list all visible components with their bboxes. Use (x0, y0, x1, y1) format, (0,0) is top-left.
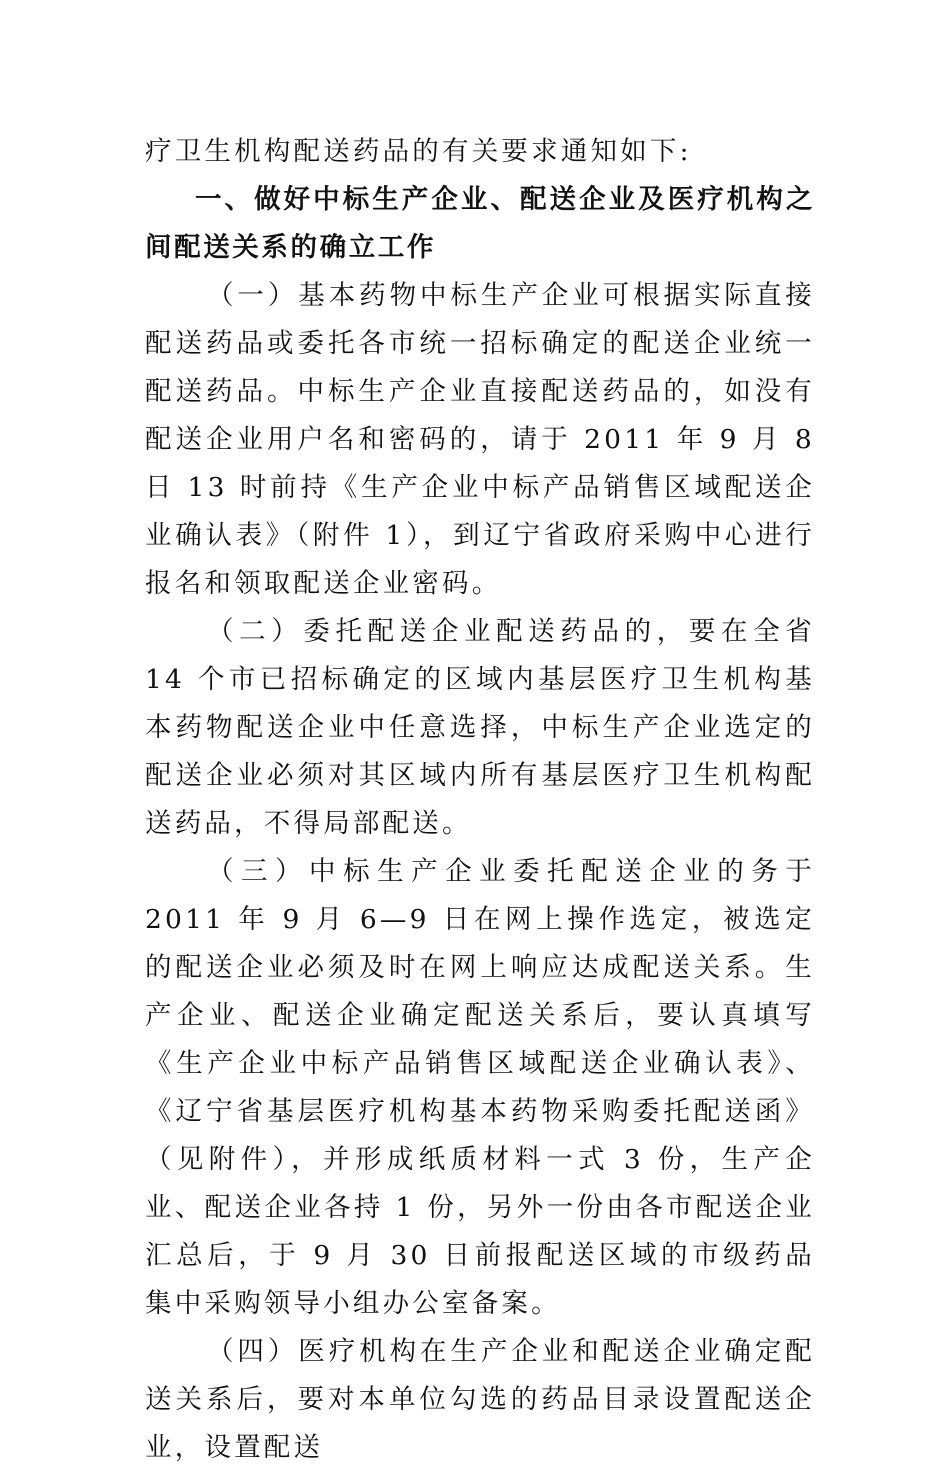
paragraph-item-3: （三）中标生产企业委托配送企业的务于 2011 年 9 月 6—9 日在网上操作选定，被选定的配送企业必须及时在网上响应达成配送关系。生产企业、配送企业确定配送关系后，要认真填写《生产企业中标产品销售区域配送企业确认表》、《辽宁省基层医疗机构基本药物采购委托配送函》（见附件），并形成纸质材料一式 3 份，生产企业、配送企业各持 1 份，另外一份由各市配送企业汇总后，于 9 月 30 日前报配送区域的市级药品集中采购领导小组办公室备案。 (145, 856, 815, 1319)
paragraph-continuation: 疗卫生机构配送药品的有关要求通知如下: (145, 136, 692, 167)
paragraph-item-4: （四）医疗机构在生产企业和配送企业确定配送关系后，要对本单位勾选的药品目录设置配送企业，设置配送 (145, 1336, 815, 1463)
paragraph-item-2: （二）委托配送企业配送药品的，要在全省 14 个市已招标确定的区域内基层医疗卫生机构基本药物配送企业中任意选择，中标生产企业选定的配送企业必须对其区域内所有基层医疗卫生机构配送药品，不得局部配送。 (145, 616, 815, 839)
paragraph-item-1: （一）基本药物中标生产企业可根据实际直接配送药品或委托各市统一招标确定的配送企业统一配送药品。中标生产企业直接配送药品的，如没有配送企业用户名和密码的，请于 2011 年 9 月 8 日 13 时前持《生产企业中标产品销售区域配送企业确认表》（附件 1），到辽宁省政府采购中心进行报名和领取配送企业密码。 (145, 280, 815, 599)
document-body (145, 128, 815, 1472)
section-heading-1: 一、做好中标生产企业、配送企业及医疗机构之间配送关系的确立工作 (145, 184, 815, 263)
